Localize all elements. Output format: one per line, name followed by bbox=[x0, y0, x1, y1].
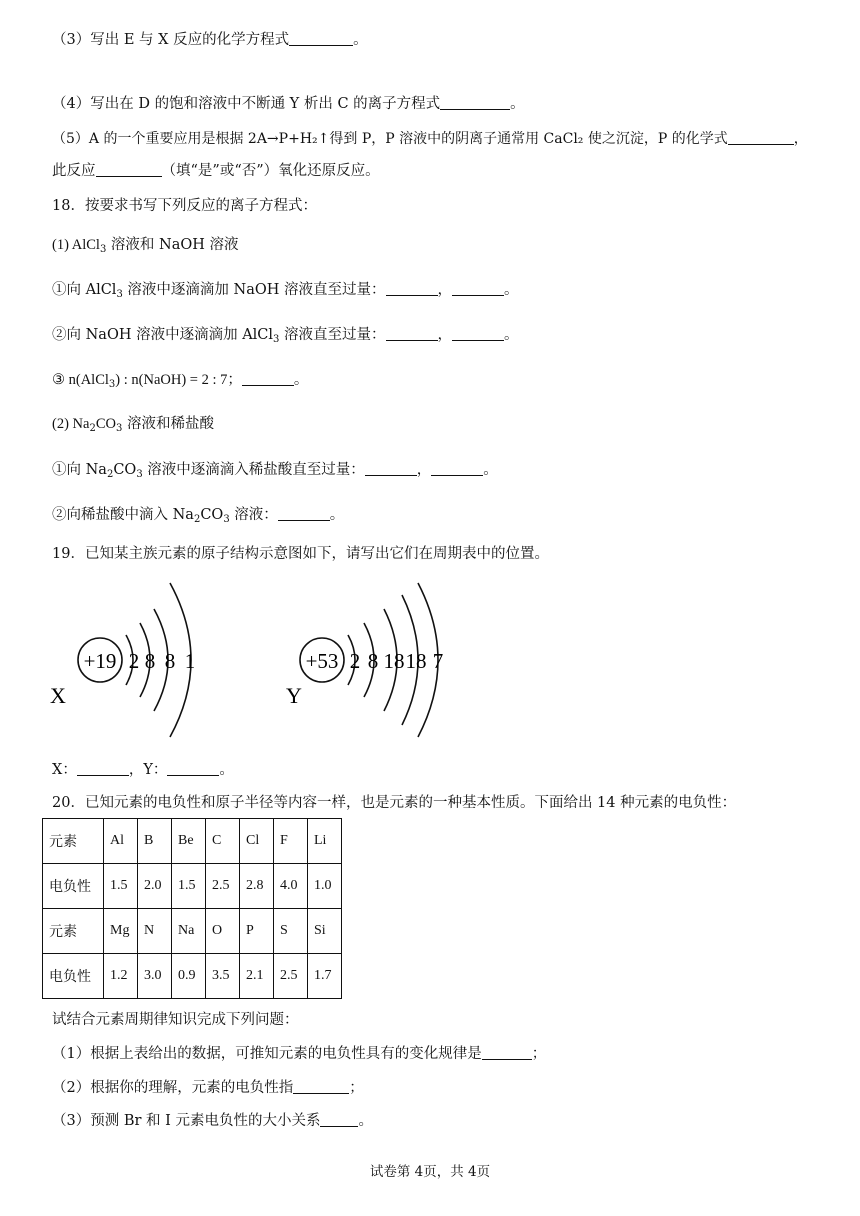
table-cell: Cl bbox=[240, 819, 274, 864]
table-cell: Be bbox=[172, 819, 206, 864]
table-cell: F bbox=[274, 819, 308, 864]
q20-question-1: （1）根据上表给出的数据，可推知元素的电负性具有的变化规律是 ； bbox=[52, 1046, 547, 1062]
answer-blank[interactable] bbox=[482, 1044, 532, 1060]
q17-line-5: （5）A 的一个重要应用是根据 2A→P+H₂↑得到 P，P 溶液中的阴离子通常用 CaCl₂ 使之沉淀，P 的化学式 ， bbox=[52, 131, 808, 147]
answer-blank[interactable] bbox=[365, 460, 417, 476]
table-row-header: 元素 bbox=[43, 819, 104, 864]
shell-electrons: 7 bbox=[432, 649, 444, 673]
table-cell: 3.5 bbox=[206, 954, 240, 999]
q20-intro: 试结合元素周期律知识完成下列问题： bbox=[52, 1012, 299, 1028]
shell-electrons: 18 bbox=[405, 649, 427, 673]
table-cell: 1.7 bbox=[308, 954, 342, 999]
table-cell: 2.5 bbox=[274, 954, 308, 999]
table-row bbox=[43, 909, 342, 954]
table-row-header: 电负性 bbox=[43, 864, 104, 909]
q18-part1-item2: ②向 NaOH 溶液中逐滴滴加 AlCl$_3$ 溶液直至过量： ， 。 bbox=[52, 327, 519, 345]
answer-blank[interactable] bbox=[167, 760, 219, 776]
shell-electrons: 8 bbox=[144, 649, 156, 673]
table-cell: N bbox=[138, 909, 172, 954]
answer-blank[interactable] bbox=[278, 505, 330, 521]
answer-blank[interactable] bbox=[431, 460, 483, 476]
answer-blank[interactable] bbox=[440, 94, 510, 110]
table-cell: S bbox=[274, 909, 308, 954]
page-footer: 试卷第 4页，共 4页 bbox=[369, 1164, 491, 1180]
table-cell: 0.9 bbox=[172, 954, 206, 999]
q18-part2-heading: (2) $Na_2CO_3$ 溶液和稀盐酸 bbox=[52, 416, 214, 434]
q20-title: 20．已知元素的电负性和原子半径等内容一样，也是元素的一种基本性质。下面给出 14 种元素的电负性： bbox=[52, 795, 737, 811]
table-row-header: 元素 bbox=[43, 909, 104, 954]
shell-electrons: 18 bbox=[383, 649, 405, 673]
table-cell: 4.0 bbox=[274, 864, 308, 909]
table-cell: 1.5 bbox=[172, 864, 206, 909]
q18-part1-heading: (1) AlCl$_3$ 溶液和 NaOH 溶液 bbox=[52, 237, 239, 255]
shell-electrons: 8 bbox=[164, 649, 176, 673]
table-cell: 2.8 bbox=[240, 864, 274, 909]
q17-line-3: （3）写出 E 与 X 反应的化学方程式 。 bbox=[52, 32, 368, 48]
table-cell: P bbox=[240, 909, 274, 954]
table-cell: O bbox=[206, 909, 240, 954]
q19-answer: X： ，Y： 。 bbox=[52, 762, 234, 778]
q19-title: 19．已知某主族元素的原子结构示意图如下，请写出它们在周期表中的位置。 bbox=[52, 546, 549, 562]
answer-blank[interactable] bbox=[289, 30, 353, 46]
table-cell: Mg bbox=[104, 909, 138, 954]
answer-blank[interactable] bbox=[728, 129, 794, 145]
answer-blank[interactable] bbox=[96, 161, 162, 177]
table-row bbox=[43, 864, 342, 909]
q18-part2-item1: ①向 $Na_2CO_3$ 溶液中逐滴滴入稀盐酸直至过量： ， 。 bbox=[52, 462, 498, 480]
table-cell: 3.0 bbox=[138, 954, 172, 999]
q18-part1-item3: ③ n(AlCl$_3$) : n(NaOH) = 2 : 7； 。 bbox=[52, 372, 309, 390]
table-cell: 2.0 bbox=[138, 864, 172, 909]
atom-label: Y bbox=[286, 683, 302, 708]
nucleus-charge: +53 bbox=[305, 649, 339, 673]
table-cell: 1.0 bbox=[308, 864, 342, 909]
table-cell: Na bbox=[172, 909, 206, 954]
table-cell: 1.5 bbox=[104, 864, 138, 909]
atom-diagram-y bbox=[280, 575, 480, 755]
q18-part2-item2: ②向稀盐酸中滴入 $Na_2CO_3$ 溶液： 。 bbox=[52, 507, 345, 525]
answer-blank[interactable] bbox=[77, 760, 129, 776]
table-row-header: 电负性 bbox=[43, 954, 104, 999]
answer-blank[interactable] bbox=[452, 325, 504, 341]
table-cell: B bbox=[138, 819, 172, 864]
q17-line-6: 此反应 （填“是”或“否”）氧化还原反应。 bbox=[52, 163, 380, 179]
table-row bbox=[43, 819, 342, 864]
answer-blank[interactable] bbox=[293, 1078, 349, 1094]
table-cell: 1.2 bbox=[104, 954, 138, 999]
atom-diagram-x bbox=[40, 575, 240, 755]
table-row bbox=[43, 954, 342, 999]
table-cell: Si bbox=[308, 909, 342, 954]
electronegativity-table bbox=[42, 818, 342, 999]
table-cell: Li bbox=[308, 819, 342, 864]
shell-electrons: 2 bbox=[349, 649, 361, 673]
table-cell: C bbox=[206, 819, 240, 864]
q18-title: 18．按要求书写下列反应的离子方程式： bbox=[52, 198, 317, 214]
q20-question-2: （2）根据你的理解，元素的电负性指 ； bbox=[52, 1080, 364, 1096]
table-cell: 2.5 bbox=[206, 864, 240, 909]
q18-part1-item1: ①向 AlCl$_3$ 溶液中逐滴滴加 NaOH 溶液直至过量： ， 。 bbox=[52, 282, 519, 300]
q20-question-3: （3）预测 Br 和 I 元素电负性的大小关系 。 bbox=[52, 1113, 373, 1129]
q17-line-4: （4）写出在 D 的饱和溶液中不断通 Y 析出 C 的离子方程式 。 bbox=[52, 96, 525, 112]
table-cell: 2.1 bbox=[240, 954, 274, 999]
shell-electrons: 2 bbox=[128, 649, 140, 673]
answer-blank[interactable] bbox=[386, 280, 438, 296]
answer-blank[interactable] bbox=[386, 325, 438, 341]
shell-electrons: 1 bbox=[184, 649, 196, 673]
nucleus-charge: +19 bbox=[83, 649, 117, 673]
table-cell: Al bbox=[104, 819, 138, 864]
atom-label: X bbox=[50, 683, 66, 708]
answer-blank[interactable] bbox=[452, 280, 504, 296]
answer-blank[interactable] bbox=[242, 370, 294, 386]
answer-blank[interactable] bbox=[320, 1111, 358, 1127]
shell-electrons: 8 bbox=[367, 649, 379, 673]
